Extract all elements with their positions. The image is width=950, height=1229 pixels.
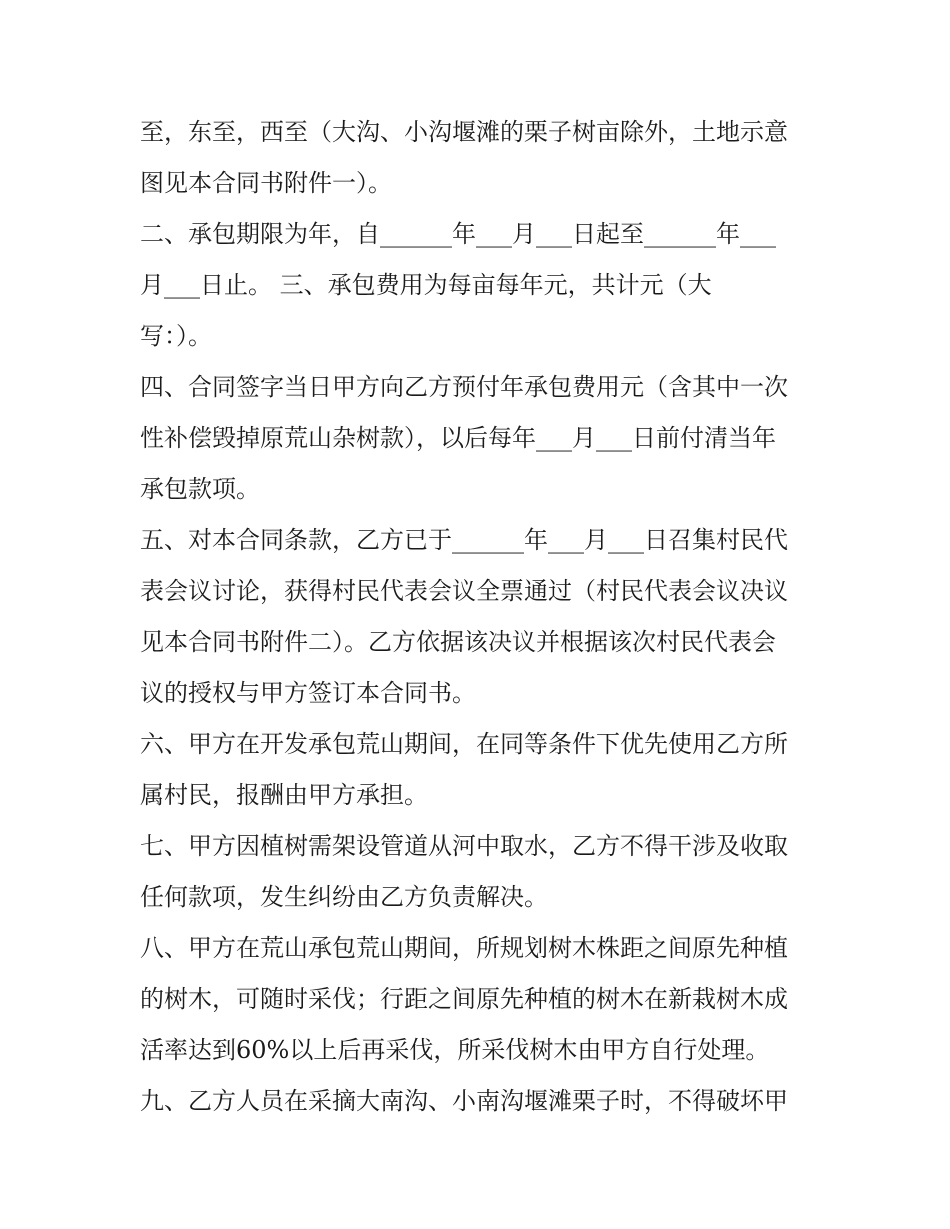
text-line: 九、乙方人员在采摘大南沟、小南沟堰滩栗子时，不得破坏甲 (140, 1087, 788, 1115)
text-line: 六、甲方在开发承包荒山期间，在同等条件下优先使用乙方所 (140, 730, 788, 758)
text-line: 性补偿毁掉原荒山杂树款），以后每年___月___日前付清当年 (140, 424, 776, 452)
text-line: 图见本合同书附件一）。 (140, 169, 392, 197)
text-line: 见本合同书附件二）。乙方依据该决议并根据该次村民代表会 (140, 628, 776, 656)
text-line: 月___日止。 三、承包费用为每亩每年元，共计元（大 (140, 271, 712, 299)
text-line: 五、对本合同条款，乙方已于______年___月___日召集村民代 (140, 526, 788, 554)
text-line: 七、甲方因植树需架设管道从河中取水，乙方不得干涉及收取 (140, 832, 788, 860)
text-line: 活率达到60%以上后再采伐，所采伐树木由甲方自行处理。 (140, 1036, 770, 1064)
text-line: 的树木，可随时采伐；行距之间原先种植的树木在新栽树木成 (140, 985, 788, 1013)
text-line: 二、承包期限为年，自______年___月___日起至______年___ (140, 220, 776, 248)
text-line: 属村民，报酬由甲方承担。 (140, 781, 428, 809)
text-line: 任何款项，发生纠纷由乙方负责解决。 (140, 883, 548, 911)
text-line: 表会议讨论，获得村民代表会议全票通过（村民代表会议决议 (140, 577, 788, 605)
text-line: 议的授权与甲方签订本合同书。 (140, 679, 476, 707)
text-line: 承包款项。 (140, 475, 260, 503)
text-line: 八、甲方在荒山承包荒山期间，所规划树木株距之间原先种植 (140, 934, 788, 962)
text-line: 四、合同签字当日甲方向乙方预付年承包费用元（含其中一次 (140, 373, 788, 401)
text-line: 至，东至，西至（大沟、小沟堰滩的栗子树亩除外，土地示意 (140, 118, 788, 146)
text-line: 写：）。 (140, 322, 212, 350)
contract-page-body (140, 112, 820, 1132)
